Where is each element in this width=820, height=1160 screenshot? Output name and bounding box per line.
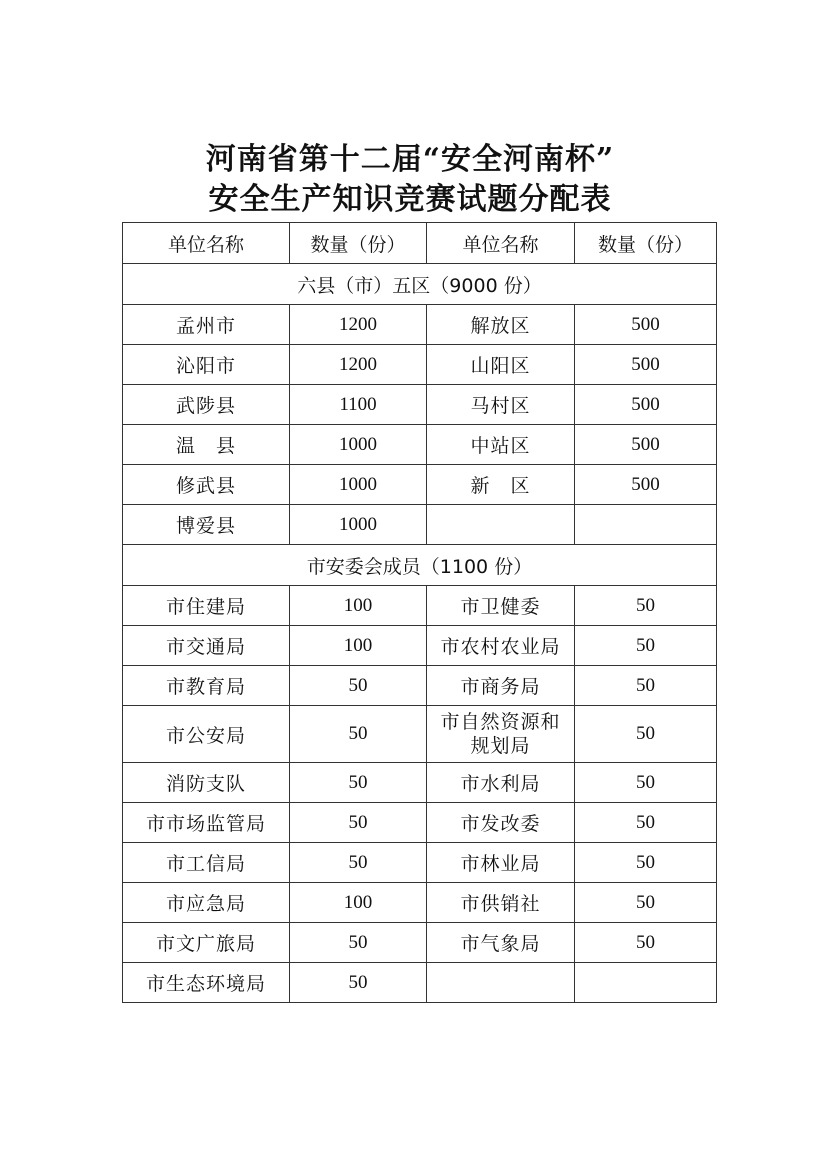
table-row: [123, 465, 717, 505]
unit-quantity: 50: [290, 843, 427, 883]
unit-quantity: 500: [575, 305, 717, 345]
table-row: [123, 505, 717, 545]
unit-quantity: 1000: [290, 465, 427, 505]
unit-quantity: 50: [575, 883, 717, 923]
unit-name: 市供销社: [427, 883, 575, 923]
unit-name: 新 区: [427, 465, 575, 505]
unit-quantity: 50: [575, 626, 717, 666]
unit-name: [427, 963, 575, 1003]
unit-quantity: 1000: [290, 425, 427, 465]
unit-name: 孟州市: [123, 305, 290, 345]
unit-name: 市交通局: [123, 626, 290, 666]
title-line-2: 安全生产知识竞赛试题分配表: [208, 182, 612, 217]
table-row: [123, 843, 717, 883]
unit-name: 市气象局: [427, 923, 575, 963]
header-unit-name-right: 单位名称: [427, 223, 575, 264]
unit-quantity: 50: [575, 803, 717, 843]
unit-name: 市住建局: [123, 586, 290, 626]
header-unit-name-left: 单位名称: [123, 223, 290, 264]
table-row: [123, 706, 717, 763]
unit-quantity: 500: [575, 425, 717, 465]
unit-name: 市公安局: [123, 706, 290, 763]
unit-quantity: 500: [575, 345, 717, 385]
title-line-1: 河南省第十二届“安全河南杯”: [205, 142, 615, 177]
unit-name: 武陟县: [123, 385, 290, 425]
section-heading-committee: 市安委会成员（1100 份）: [123, 545, 717, 586]
unit-name: [427, 505, 575, 545]
table-row: [123, 586, 717, 626]
unit-quantity: 50: [575, 843, 717, 883]
table-row: [123, 803, 717, 843]
unit-name: 市生态环境局: [123, 963, 290, 1003]
table-row: [123, 626, 717, 666]
unit-name: 市发改委: [427, 803, 575, 843]
unit-quantity: 50: [575, 923, 717, 963]
unit-name: 市教育局: [123, 666, 290, 706]
section-row: [123, 545, 717, 586]
unit-quantity: 50: [575, 586, 717, 626]
table-row: [123, 345, 717, 385]
unit-quantity: 500: [575, 385, 717, 425]
unit-name: 市应急局: [123, 883, 290, 923]
table-row: [123, 963, 717, 1003]
unit-name: 沁阳市: [123, 345, 290, 385]
unit-name: 市农村农业局: [427, 626, 575, 666]
unit-quantity: 100: [290, 626, 427, 666]
unit-name-wrapped: [427, 706, 575, 763]
unit-quantity: 50: [575, 706, 717, 763]
table-row: [123, 763, 717, 803]
table-row: [123, 305, 717, 345]
table-header-row: [123, 223, 717, 264]
section-row: [123, 264, 717, 305]
unit-quantity: 1200: [290, 345, 427, 385]
unit-name: 市文广旅局: [123, 923, 290, 963]
unit-quantity: 50: [575, 666, 717, 706]
header-quantity-left: 数量（份）: [290, 223, 427, 264]
unit-name: 市市场监管局: [123, 803, 290, 843]
table-row: [123, 425, 717, 465]
unit-name: 市商务局: [427, 666, 575, 706]
unit-quantity: [575, 505, 717, 545]
unit-quantity: 50: [290, 763, 427, 803]
unit-name: 市工信局: [123, 843, 290, 883]
allocation-table: [122, 222, 717, 1003]
unit-name: 消防支队: [123, 763, 290, 803]
table-row: [123, 883, 717, 923]
unit-quantity: [575, 963, 717, 1003]
header-quantity-right: 数量（份）: [575, 223, 717, 264]
table-row: [123, 666, 717, 706]
unit-quantity: 50: [290, 706, 427, 763]
unit-quantity: 100: [290, 883, 427, 923]
unit-name: 市卫健委: [427, 586, 575, 626]
unit-quantity: 1100: [290, 385, 427, 425]
unit-quantity: 500: [575, 465, 717, 505]
unit-quantity: 50: [290, 803, 427, 843]
unit-name: 博爱县: [123, 505, 290, 545]
section-heading-counties: 六县（市）五区（9000 份）: [123, 264, 717, 305]
unit-quantity: 50: [290, 923, 427, 963]
unit-name: 山阳区: [427, 345, 575, 385]
unit-name: 中站区: [427, 425, 575, 465]
table-row: [123, 923, 717, 963]
document-title: [0, 140, 820, 220]
unit-name-text: 市自然资源和规划局: [440, 711, 561, 757]
unit-name: 解放区: [427, 305, 575, 345]
unit-quantity: 100: [290, 586, 427, 626]
unit-quantity: 1200: [290, 305, 427, 345]
table-row: [123, 385, 717, 425]
unit-name: 修武县: [123, 465, 290, 505]
unit-quantity: 1000: [290, 505, 427, 545]
unit-name: 市林业局: [427, 843, 575, 883]
unit-quantity: 50: [290, 963, 427, 1003]
unit-quantity: 50: [575, 763, 717, 803]
unit-name: 市水利局: [427, 763, 575, 803]
unit-quantity: 50: [290, 666, 427, 706]
unit-name: 马村区: [427, 385, 575, 425]
unit-name: 温 县: [123, 425, 290, 465]
